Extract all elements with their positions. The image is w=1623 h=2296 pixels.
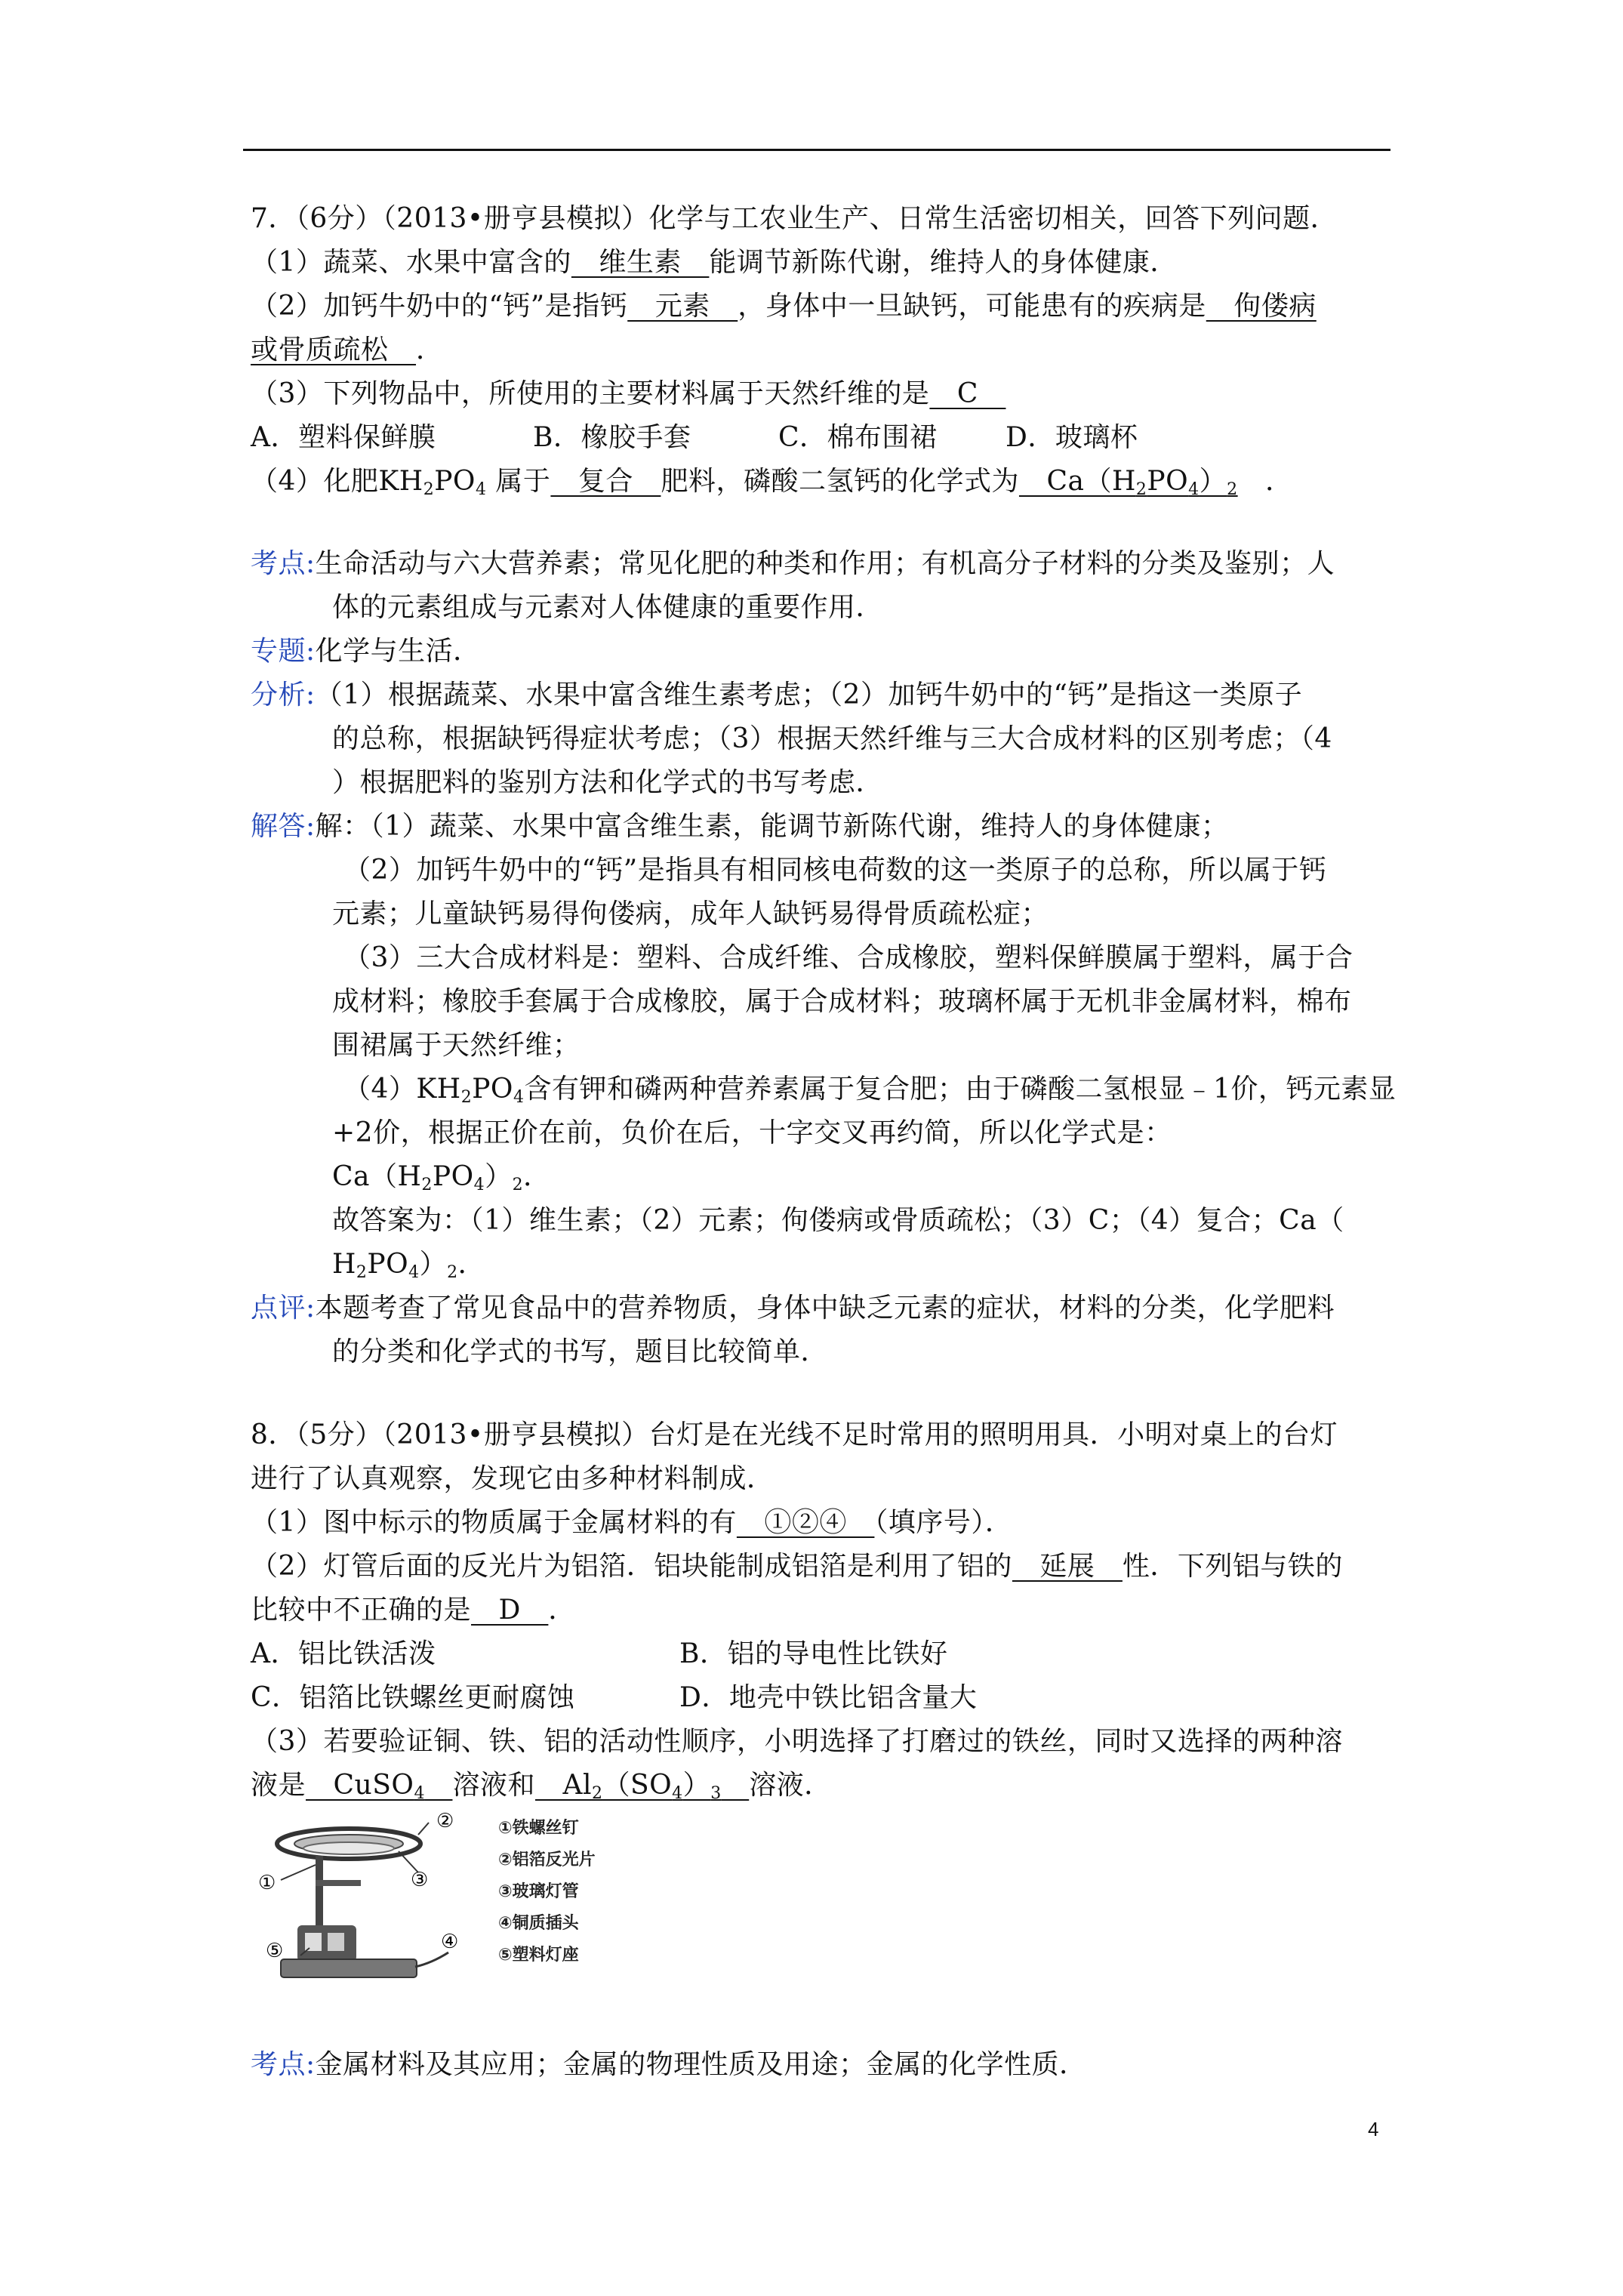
marker-5: ⑤: [266, 1940, 284, 1962]
q8-part2-cont: 比较中不正确的是 D ．: [251, 1595, 576, 1626]
q8-option-b: B．铝的导电性比铁好: [679, 1638, 948, 1669]
q7-option-b: B．橡胶手套: [533, 422, 691, 453]
q7-option-c: C．棉布围裙: [778, 422, 938, 453]
q7-part1: （1）蔬菜、水果中富含的 维生素 能调节新陈代谢，维持人的身体健康．: [251, 247, 1178, 278]
fenxi-label: 分析:: [251, 680, 316, 710]
jieda-label: 解答:: [251, 811, 316, 842]
q8-kaodian: 考点:金属材料及其应用；金属的物理性质及用途；金属的化学性质．: [251, 2049, 1087, 2080]
legend-item: ③玻璃灯管: [498, 1882, 579, 1901]
q7-kaodian: 考点:生命活动与六大营养素；常见化肥的种类和作用；有机高分子材料的分类及鉴别；人: [251, 548, 1335, 579]
legend-item: ①铁螺丝钉: [498, 1819, 579, 1838]
kaodian-label: 考点:: [251, 2049, 316, 2080]
q8-option-c: C．铝箔比铁螺丝更耐腐蚀: [251, 1682, 575, 1713]
header-rule: [243, 149, 1390, 151]
legend-item: ④铜质插头: [498, 1914, 579, 1933]
q7-option-a: A．塑料保鲜膜: [251, 422, 436, 453]
desk-lamp-figure: [251, 1812, 673, 2008]
q7-jieda-line4: （3）三大合成材料是：塑料、合成纤维、合成橡胶，塑料保鲜膜属于塑料，属于合: [343, 942, 1354, 973]
q8-part2: （2）灯管后面的反光片为铝箔．铝块能制成铝箔是利用了铝的 延展 性．下列铝与铁的: [251, 1551, 1343, 1582]
q7-jieda-line6: 围裙属于天然纤维；: [332, 1030, 581, 1061]
q8-part1: （1）图中标示的物质属于金属材料的有 ①②④ （填序号）．: [251, 1507, 1013, 1538]
q7-part3-answer: C: [929, 378, 1006, 409]
q8-heading: 8．（5分）（2013•册亨县模拟）台灯是在光线不足时常用的照明用具．小明对桌上的台灯: [251, 1419, 1338, 1450]
q7-part4: （4）化肥$KH_2PO_4$ 属于 复合 肥料，磷酸二氢钙的化学式为 $Ca(H_2PO_4)_2$ ．: [251, 466, 1293, 499]
q8-option-d: D．地壳中铁比铝含量大: [679, 1682, 978, 1713]
q7-dianping: 点评:本题考查了常见食品中的营养物质，身体中缺乏元素的症状，材料的分类，化学肥料: [251, 1293, 1335, 1324]
marker-1: ①: [258, 1872, 276, 1894]
q7-option-d: D．玻璃杯: [1006, 422, 1138, 453]
q7-part2-cont: 或骨质疏松 ．: [251, 334, 444, 365]
q8-heading-cont: 进行了认真观察，发现它由多种材料制成．: [251, 1463, 775, 1494]
q8-option-a: A．铝比铁活泼: [251, 1638, 436, 1669]
q8-part3-answer2: $Al_2(SO_4)_3$: [534, 1770, 722, 1803]
q7-jieda-formula: $Ca(H_2PO_4)_2$．: [332, 1161, 551, 1194]
q8-part2-answer1: 延展: [1012, 1551, 1123, 1582]
dianping-label: 点评:: [251, 1293, 316, 1324]
q7-kaodian-cont: 体的元素组成与元素对人体健康的重要作用．: [332, 592, 884, 623]
q7-heading: 7．（6分）（2013•册亨县模拟）化学与工农业生产、日常生活密切相关，回答下列问题．: [251, 203, 1338, 234]
q8-part3-cont: 液是 CuSO$_4$ 溶液和 $Al_2(SO_4)_3$ 溶液．: [251, 1770, 832, 1803]
q7-jieda-line8: +2价，根据正价在前，负价在后，十字交叉再约简，所以化学式是：: [332, 1117, 1172, 1148]
legend-item: ⑤塑料灯座: [498, 1946, 579, 1965]
marker-3: ③: [411, 1869, 429, 1891]
q7-part2: （2）加钙牛奶中的“钙”是指钙 元素 ，身体中一旦缺钙，可能患有的疾病是 佝偻病: [251, 291, 1317, 322]
q8-part2-answer2: D: [471, 1595, 549, 1626]
legend-item: ②铝箔反光片: [498, 1851, 596, 1869]
q7-dianping-cont: 的分类和化学式的书写，题目比较简单．: [332, 1336, 829, 1367]
marker-2: ②: [436, 1812, 454, 1832]
q7-fenxi: 分析:（1）根据蔬菜、水果中富含维生素考虑；（2）加钙牛奶中的“钙”是指这一类原子: [251, 680, 1303, 710]
q7-fenxi-cont1: 的总称，根据缺钙得症状考虑；（3）根据天然纤维与三大合成材料的区别考虑；（4: [332, 723, 1332, 754]
q7-part4-answer2: $Ca(H_2PO_4)_2$: [1018, 466, 1238, 499]
q8-part3: （3）若要验证铜、铁、铝的活动性顺序，小明选择了打磨过的铁丝，同时又选择的两种溶: [251, 1726, 1343, 1757]
desk-lamp-illustration: [277, 1823, 448, 1977]
q7-part4-answer1: 复合: [550, 466, 661, 497]
q7-jieda-final: 故答案为：（1）维生素；（2）元素；佝偻病或骨质疏松；（3）C；（4）复合；Ca（: [332, 1205, 1344, 1236]
q7-part2-answer2: 佝偻病: [1206, 291, 1317, 322]
q7-part1-answer: 维生素: [571, 247, 710, 278]
q7-jieda: 解答:解：（1）蔬菜、水果中富含维生素，能调节新陈代谢，维持人的身体健康；: [251, 811, 1229, 842]
zhuanti-label: 专题:: [251, 636, 316, 667]
q8-part1-answer: ①②④: [736, 1507, 875, 1538]
q7-fenxi-cont2: ）根据肥料的鉴别方法和化学式的书写考虑．: [332, 767, 884, 798]
q7-zhuanti: 专题:化学与生活．: [251, 636, 481, 667]
q7-part3: （3）下列物品中，所使用的主要材料属于天然纤维的是 C: [251, 378, 1006, 409]
q7-jieda-line3: 元素；儿童缺钙易得佝偻病，成年人缺钙易得骨质疏松症；: [332, 898, 1049, 929]
q7-jieda-line5: 成材料；橡胶手套属于合成橡胶，属于合成材料；玻璃杯属于无机非金属材料，棉布: [332, 986, 1352, 1017]
marker-4: ④: [441, 1931, 459, 1953]
q7-jieda-final-cont: $H_2PO_4)_2$．: [332, 1249, 486, 1282]
q7-jieda-line2: （2）加钙牛奶中的“钙”是指具有相同核电荷数的这一类原子的总称，所以属于钙: [343, 855, 1327, 886]
kaodian-label: 考点:: [251, 548, 316, 579]
q7-jieda-line7: $(4)KH_2PO_4$含有钾和磷两种营养素属于复合肥；由于磷酸二氢根显﹣1价，钙元素显: [343, 1074, 1397, 1107]
q7-part2-answer1: 元素: [627, 291, 738, 322]
page-number: 4: [1368, 2118, 1379, 2140]
q8-part3-answer1: CuSO$_4$: [306, 1770, 425, 1803]
